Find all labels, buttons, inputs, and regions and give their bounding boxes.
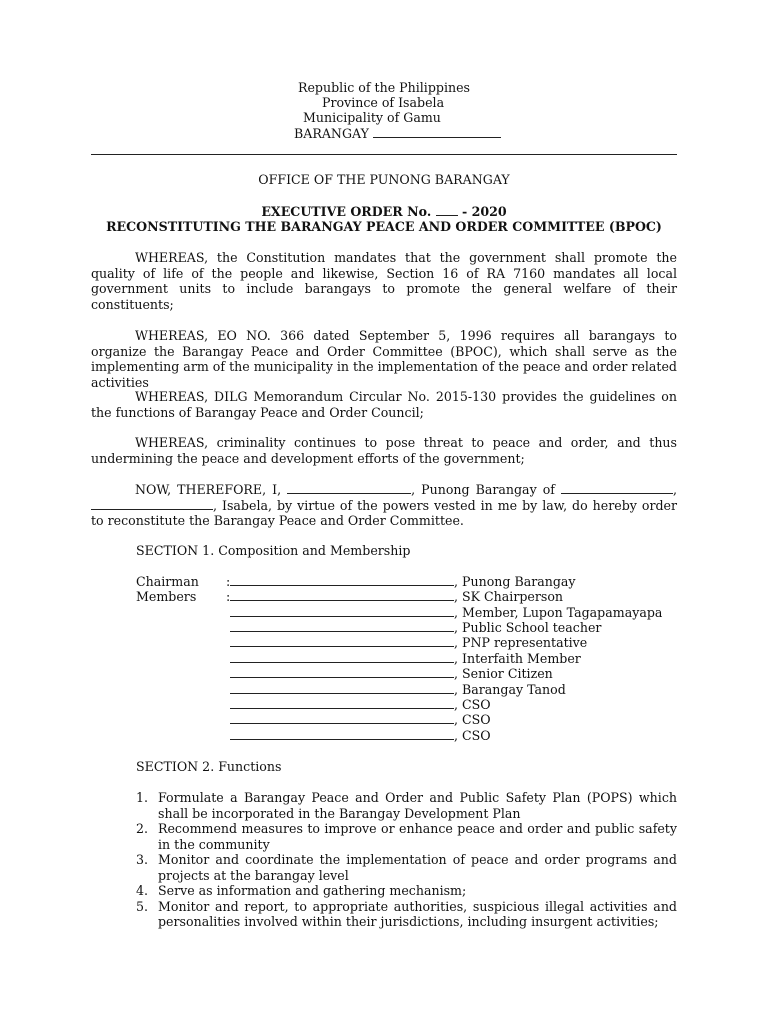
name-blank (230, 728, 454, 740)
member-role: , SK Chairperson (454, 589, 564, 604)
list-text: Formulate a Barangay Peace and Order and Public Safety Plan (POPS) which shall be incorporated in the Barangay Development Plan (158, 790, 677, 821)
list-item (136, 883, 677, 899)
member-role: , CSO (454, 728, 491, 743)
member-line (230, 605, 662, 620)
order-number-prefix: EXECUTIVE ORDER No. (261, 204, 432, 219)
header-barangay-label: BARANGAY (294, 126, 369, 141)
order-number-suffix: - 2020 (461, 204, 507, 219)
now-therefore-text: , Isabela, by virtue of the powers vested in me by law, do hereby order to reconstitute the Barangay Peace and Order Committee. (91, 497, 677, 528)
members-label: Members (136, 589, 197, 604)
municipality-blank (91, 498, 213, 510)
member-role: , PNP representative (454, 635, 588, 650)
member-role: , Public School teacher (454, 620, 602, 635)
whereas-text: WHEREAS, criminality continues to pose threat to peace and order, and thus undermining the peace and development efforts of the government; (91, 435, 677, 466)
header-municipality: Municipality of Gamu (303, 110, 441, 125)
list-number: 5. (136, 898, 149, 914)
list-number: 1. (136, 790, 149, 805)
member-line (230, 620, 601, 635)
name-blank (230, 605, 454, 617)
member-line (230, 651, 581, 666)
list-item (136, 821, 677, 852)
now-therefore-text: , Punong Barangay of (411, 482, 555, 497)
list-number: 3. (136, 852, 149, 867)
member-line (230, 574, 576, 589)
list-text: Serve as information and gathering mechanism; (158, 883, 467, 898)
list-text: Monitor and report, to appropriate authorities, suspicious illegal activities and personalities involved within their jurisdictions, including insurgent activities; (158, 898, 677, 929)
name-blank (230, 620, 454, 632)
member-role: , CSO (454, 712, 491, 727)
barangay-name-blank (373, 126, 501, 138)
member-role: , Interfaith Member (454, 651, 581, 666)
section1-heading: SECTION 1. Composition and Membership (136, 543, 411, 558)
now-therefore-clause (91, 482, 677, 529)
whereas-clause (91, 250, 677, 312)
name-blank (230, 682, 454, 694)
list-number: 2. (136, 821, 149, 836)
now-therefore-text: , (672, 482, 677, 497)
list-text: Monitor and coordinate the implementation of peace and order programs and projects at the barangay level (158, 852, 677, 883)
list-item (136, 852, 677, 883)
name-blank (230, 712, 454, 724)
header-republic: Republic of the Philippines (298, 80, 471, 95)
chairman-colon: : (226, 574, 231, 589)
name-blank (230, 589, 454, 601)
member-line (230, 712, 491, 727)
member-role: , Senior Citizen (454, 666, 553, 681)
members-colon: : (226, 589, 231, 604)
whereas-clause (91, 328, 677, 390)
whereas-clause (91, 435, 677, 466)
member-line (230, 635, 587, 650)
member-role: , Punong Barangay (454, 574, 576, 589)
order-number-blank (436, 204, 458, 216)
list-item (136, 899, 677, 930)
member-line (230, 697, 491, 712)
member-line (230, 589, 563, 604)
member-line (230, 728, 491, 743)
list-text: Recommend measures to improve or enhance peace and order and public safety in the community (158, 821, 677, 852)
member-role: , Member, Lupon Tagapamayapa (454, 605, 663, 620)
punong-barangay-name-blank (287, 482, 411, 494)
list-item (136, 790, 677, 821)
header-divider (91, 154, 677, 155)
whereas-text: WHEREAS, the Constitution mandates that the government shall promote the quality of life of the people and likewise, Section 16 of RA 7160 mandates all local government units to include barangays to promote the general welfare of their constituents; (91, 250, 677, 312)
order-title: RECONSTITUTING THE BARANGAY PEACE AND ORDER COMMITTEE (BPOC) (106, 219, 662, 234)
name-blank (230, 574, 454, 586)
whereas-text: WHEREAS, EO NO. 366 dated September 5, 1996 requires all barangays to organize the Barangay Peace and Order Committee (BPOC), which shall serve as the implementing arm of the municipality in the implementation of the peace and order related activities (91, 328, 677, 390)
whereas-text: WHEREAS, DILG Memorandum Circular No. 2015-130 provides the guidelines on the functions of Barangay Peace and Order Council; (91, 389, 677, 420)
whereas-clause (91, 389, 677, 420)
member-line (230, 682, 566, 697)
name-blank (230, 635, 454, 647)
office-heading: OFFICE OF THE PUNONG BARANGAY (258, 172, 510, 187)
member-role: , Barangay Tanod (454, 682, 566, 697)
chairman-label: Chairman (136, 574, 199, 589)
name-blank (230, 697, 454, 709)
functions-list (136, 790, 677, 930)
header-barangay (294, 126, 501, 141)
section2-heading: SECTION 2. Functions (136, 759, 282, 774)
member-line (230, 666, 553, 681)
member-role: , CSO (454, 697, 491, 712)
order-number (91, 204, 677, 219)
barangay-of-blank (561, 482, 673, 494)
name-blank (230, 666, 454, 678)
list-number: 4. (136, 883, 149, 898)
name-blank (230, 651, 454, 663)
now-therefore-text: NOW, THEREFORE, I, (135, 482, 282, 497)
header-province: Province of Isabela (322, 95, 445, 110)
